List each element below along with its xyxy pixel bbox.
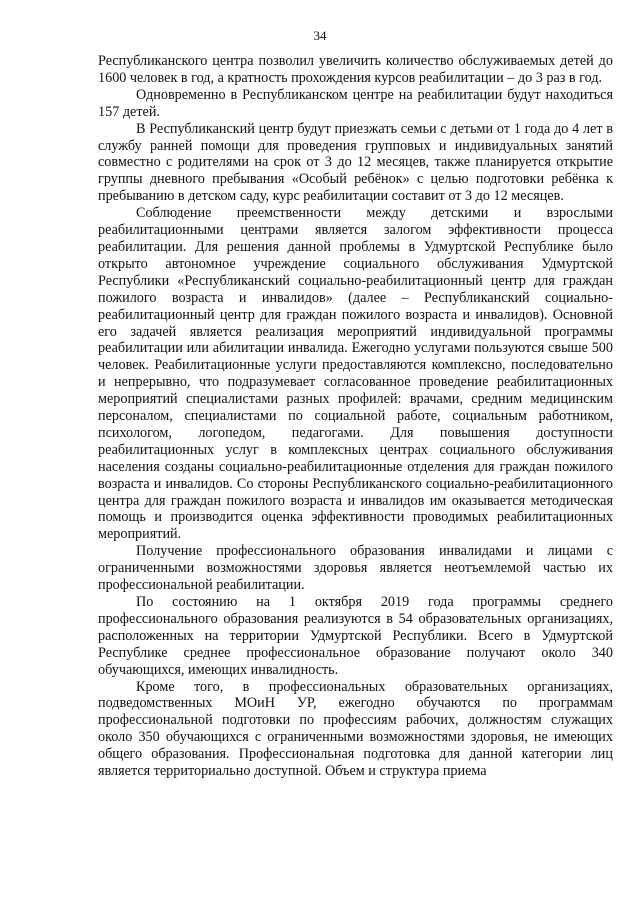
document-body <box>98 53 613 780</box>
paragraph-october-statistics: По состоянию на 1 октября 2019 года программы среднего профессионального образования реализуются в 54 образовательных организациях, расположенных на территории Удмуртской Республики. Всего в Удмуртской Республике среднее профессиональное образование получают около 340 обучающихся, имеющих инвалидность. <box>98 594 613 678</box>
paragraph-early-help: В Республиканский центр будут приезжать семьи с детьми от 1 года до 4 лет в службу ранней помощи для проведения групповых и индивидуальных занятий совместно с родителями на срок от 3 до 12 месяцев, также планируется открытие группы дневного пребывания «Особый ребёнок» с целью подготовки ребёнка к пребыванию в детском саду, курс реабилитации составит от 3 до 12 месяцев. <box>98 120 613 205</box>
paragraph-children-count: Одновременно в Республиканском центре на реабилитации будут находиться 157 детей. <box>98 86 613 120</box>
paragraph-professional-education: Получение профессионального образования инвалидами и лицами с ограниченными возможностями здоровья является неотъемлемой частью их профессиональной реабилитации. <box>98 543 613 594</box>
paragraph-vocational-training: Кроме того, в профессиональных образовательных организациях, подведомственных МОиН УР, ежегодно обучаются по программам профессиональной подготовки по профессиям рабочих, должностям служащих около 350 обучающихся с ограниченными возможностями здоровья, не имеющих общего образования. Профессиональная подготовка для данной категории лиц является территориально доступной. Объем и структура приема <box>98 678 613 780</box>
paragraph-continuation: Республиканского центра позволил увеличить количество обслуживаемых детей до 1600 человек в год, а кратность прохождения курсов реабилитации – до 3 раз в год. <box>98 53 613 86</box>
paragraph-rehab-center: Соблюдение преемственности между детскими и взрослыми реабилитационными центрами является залогом эффективности процесса реабилитации. Для решения данной проблемы в Удмуртской Республике было открыто автономное учреждение социального обслуживания Удмуртской Республики «Республиканский социально-реабилитационный центр для граждан пожилого возраста и инвалидов» (далее – Республиканский социально-реабилитационный центр для граждан пожилого возраста и инвалидов). Основной его задачей является реализация мероприятий индивидуальной программы реабилитации или абилитации инвалида. Ежегодно услугами пользуются свыше 500 человек. Реабилитационные услуги предоставляются комплексно, последовательно и непрерывно, что подразумевает согласованное проведение реабилитационных мероприятий специалистами разных профилей: врачами, средним медицинским персоналом, специалистами по социальной работе, социальным работником, психологом, логопедом, педагогами. Для повышения доступности реабилитационных услуг в комплексных центрах социального обслуживания населения созданы социально-реабилитационные отделения для граждан пожилого возраста и инвалидов. Со стороны Республиканского социально-реабилитационного центра для граждан пожилого возраста и инвалидов им оказывается методическая помощь и производится оценка эффективности проводимых реабилитационных мероприятий. <box>98 205 613 543</box>
page-number: 34 <box>313 28 327 43</box>
